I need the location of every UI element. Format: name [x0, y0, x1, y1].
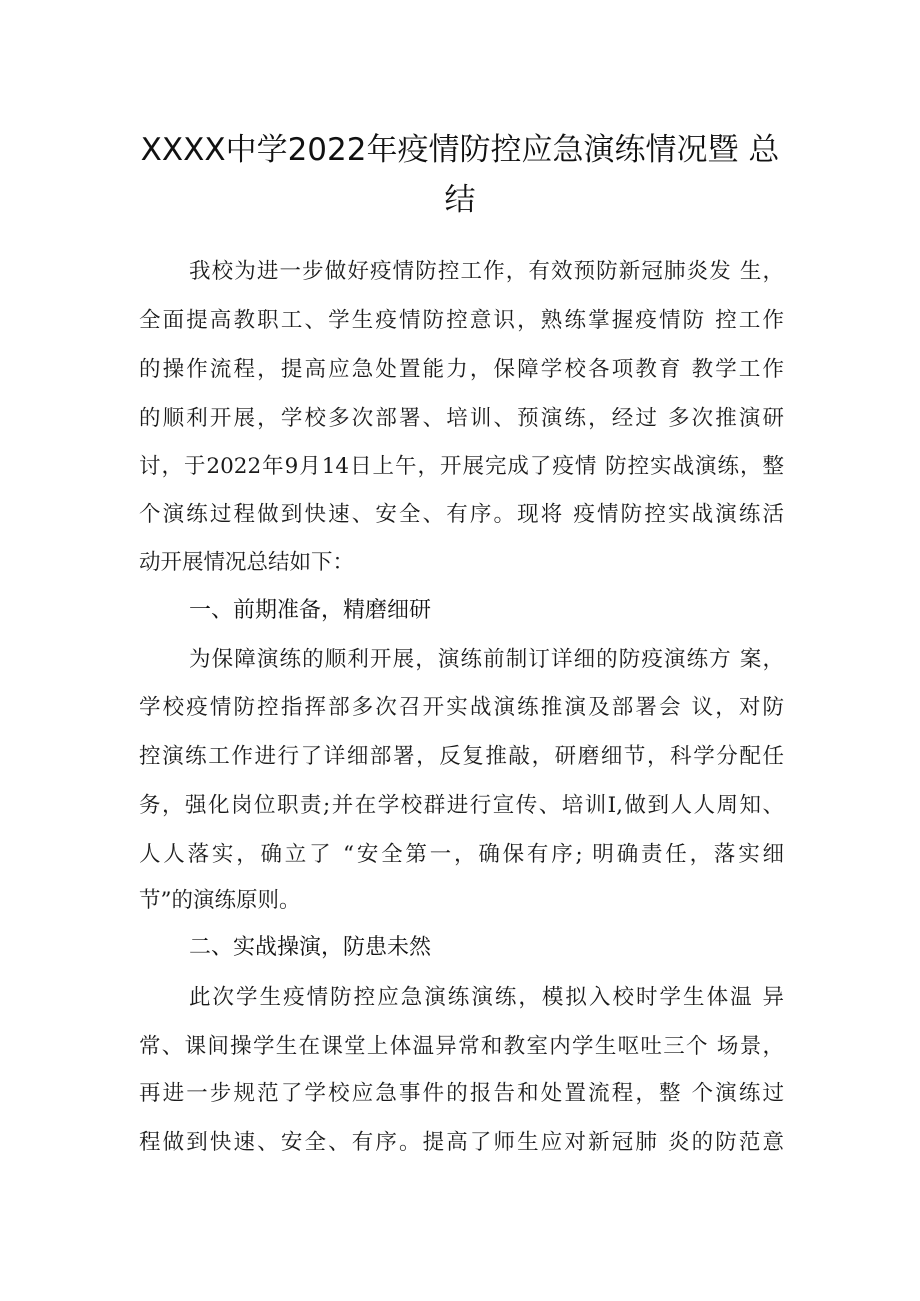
document-title-line-1: XXXX中学2022年疫情防控应急演练情况暨 总 [140, 132, 780, 168]
section1-line: 学校疫情防控指挥部多次召开实战演练推演及部署会 议，对防 [139, 695, 784, 720]
section2-line: 再进一步规范了学校应急事件的报告和处置流程，整 个演练过 [139, 1081, 784, 1106]
section1-line: 节”的演练原则。 [139, 888, 301, 913]
intro-line: 动开展情况总结如下： [139, 550, 355, 575]
section2-line: 此次学生疫情防控应急演练演练，模拟入校时学生体温 异 [189, 985, 784, 1010]
intro-line: 个演练过程做到快速、安全、有序。现将 疫情防控实战演练活 [139, 502, 784, 527]
intro-line: 的顺利开展，学校多次部署、培训、预演练，经过 多次推演研 [139, 406, 784, 431]
intro-line: 讨，于2022年9月14日上午，开展完成了疫情 防控实战演练，整 [139, 454, 784, 479]
intro-line: 我校为进一步做好疫情防控工作，有效预防新冠肺炎发 生， [189, 259, 784, 284]
section2-line: 程做到快速、安全、有序。提高了师生应对新冠肺 炎的防范意 [139, 1130, 784, 1155]
section1-line: 为保障演练的顺利开展，演练前制订详细的防疫演练方 案， [189, 647, 784, 672]
section1-line: 务，强化岗位职责;并在学校群进行宣传、培训I,做到人人周知、 [139, 793, 784, 818]
section1-line: 控演练工作进行了详细部署，反复推敲，研磨细节，科学分配任 [139, 744, 784, 769]
intro-line: 的操作流程，提高应急处置能力，保障学校各项教育 教学工作 [139, 357, 784, 382]
section-heading-2: 二、实战操演，防患未然 [189, 935, 432, 960]
section-heading-1: 一、前期准备，精磨细研 [189, 598, 432, 623]
section2-line: 常、课间操学生在课堂上体温异常和教室内学生呕吐三个 场景， [139, 1034, 784, 1059]
section1-line: 人人落实，确立了 “安全第一，确保有序; 明确责任，落实细 [139, 842, 784, 867]
intro-line: 全面提高教职工、学生疫情防控意识，熟练掌握疫情防 控工作 [139, 308, 784, 333]
document-title-line-2: 结 [444, 182, 476, 218]
